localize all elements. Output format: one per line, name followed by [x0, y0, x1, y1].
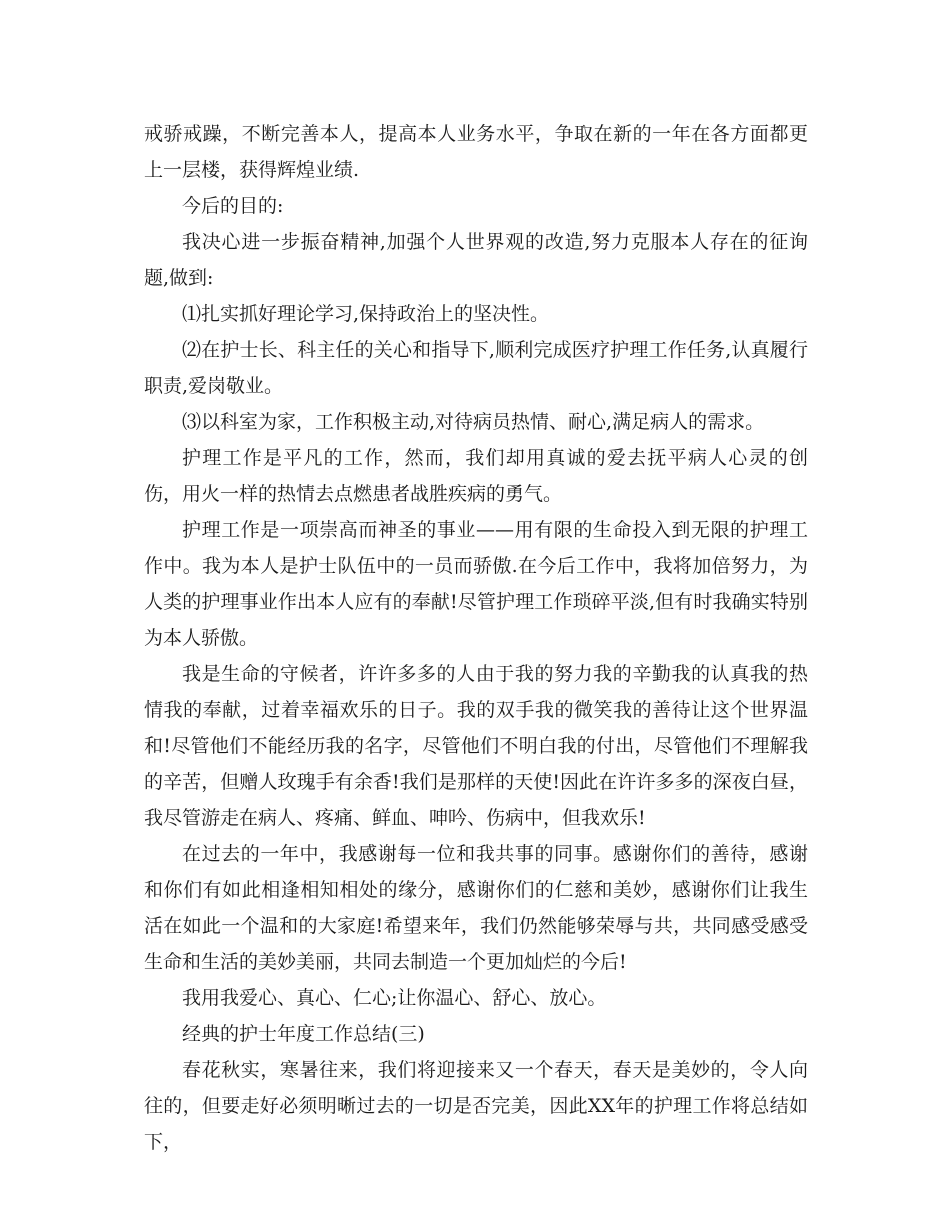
paragraph-7: 护理工作是平凡的工作，然而，我们却用真诚的爱去抚平病人心灵的创伤，用火一样的热情去点燃患者战胜疾病的勇气。 [144, 447, 808, 505]
paragraph-6: ⑶以科室为家，工作积极主动,对待病员热情、耐心,满足病人的需求。 [182, 411, 765, 433]
paragraph-3: 我决心进一步振奋精神,加强个人世界观的改造,努力克服本人存在的征询题,做到: [144, 231, 808, 289]
paragraph-10: 在过去的一年中，我感谢每一位和我共事的同事。感谢你们的善待，感谢和你们有如此相逢相知相处的缘分，感谢你们的仁慈和美妙，感谢你们让我生活在如此一个温和的大家庭!希望来年，我们仍然能够荣辱与共，共同感受感受生命和生活的美妙美丽，共同去制造一个更加灿烂的今后! [144, 843, 808, 973]
paragraph-13: 春花秋实，寒暑往来，我们将迎接来又一个春天，春天是美妙的，令人向往的，但要走好必须明晰过去的一切是否完美，因此XX年的护理工作将总结如下， [144, 1059, 808, 1153]
paragraph-5: ⑵在护士长、科主任的关心和指导下,顺利完成医疗护理工作任务,认真履行职责,爱岗敬业。 [144, 339, 808, 397]
paragraph-1: 戒骄戒躁，不断完善本人，提高本人业务水平，争取在新的一年在各方面都更上一层楼，获得辉煌业绩. [144, 123, 808, 181]
paragraph-9: 我是生命的守候者，许许多多的人由于我的努力我的辛勤我的认真我的热情我的奉献，过着幸福欢乐的日子。我的双手我的微笑我的善待让这个世界温和!尽管他们不能经历我的名字，尽管他们不明白我的付出，尽管他们不理解我的辛苦，但赠人玫瑰手有余香!我们是那样的天使!因此在许许多多的深夜白昼，我尽管游走在病人、疼痛、鲜血、呻吟、伤病中，但我欢乐! [144, 663, 808, 829]
paragraph-2: 今后的目的: [182, 195, 284, 217]
document-body [144, 116, 808, 1160]
paragraph-11: 我用我爱心、真心、仁心;让你温心、舒心、放心。 [182, 987, 607, 1009]
section-heading: 经典的护士年度工作总结(三) [182, 1023, 425, 1045]
paragraph-8: 护理工作是一项崇高而神圣的事业——用有限的生命投入到无限的护理工作中。我为本人是护士队伍中的一员而骄傲.在今后工作中，我将加倍努力，为人类的护理事业作出本人应有的奉献!尽管护理工作琐碎平淡,但有时我确实特别为本人骄傲。 [144, 519, 808, 649]
paragraph-4: ⑴扎实抓好理论学习,保持政治上的坚决性。 [182, 303, 550, 325]
